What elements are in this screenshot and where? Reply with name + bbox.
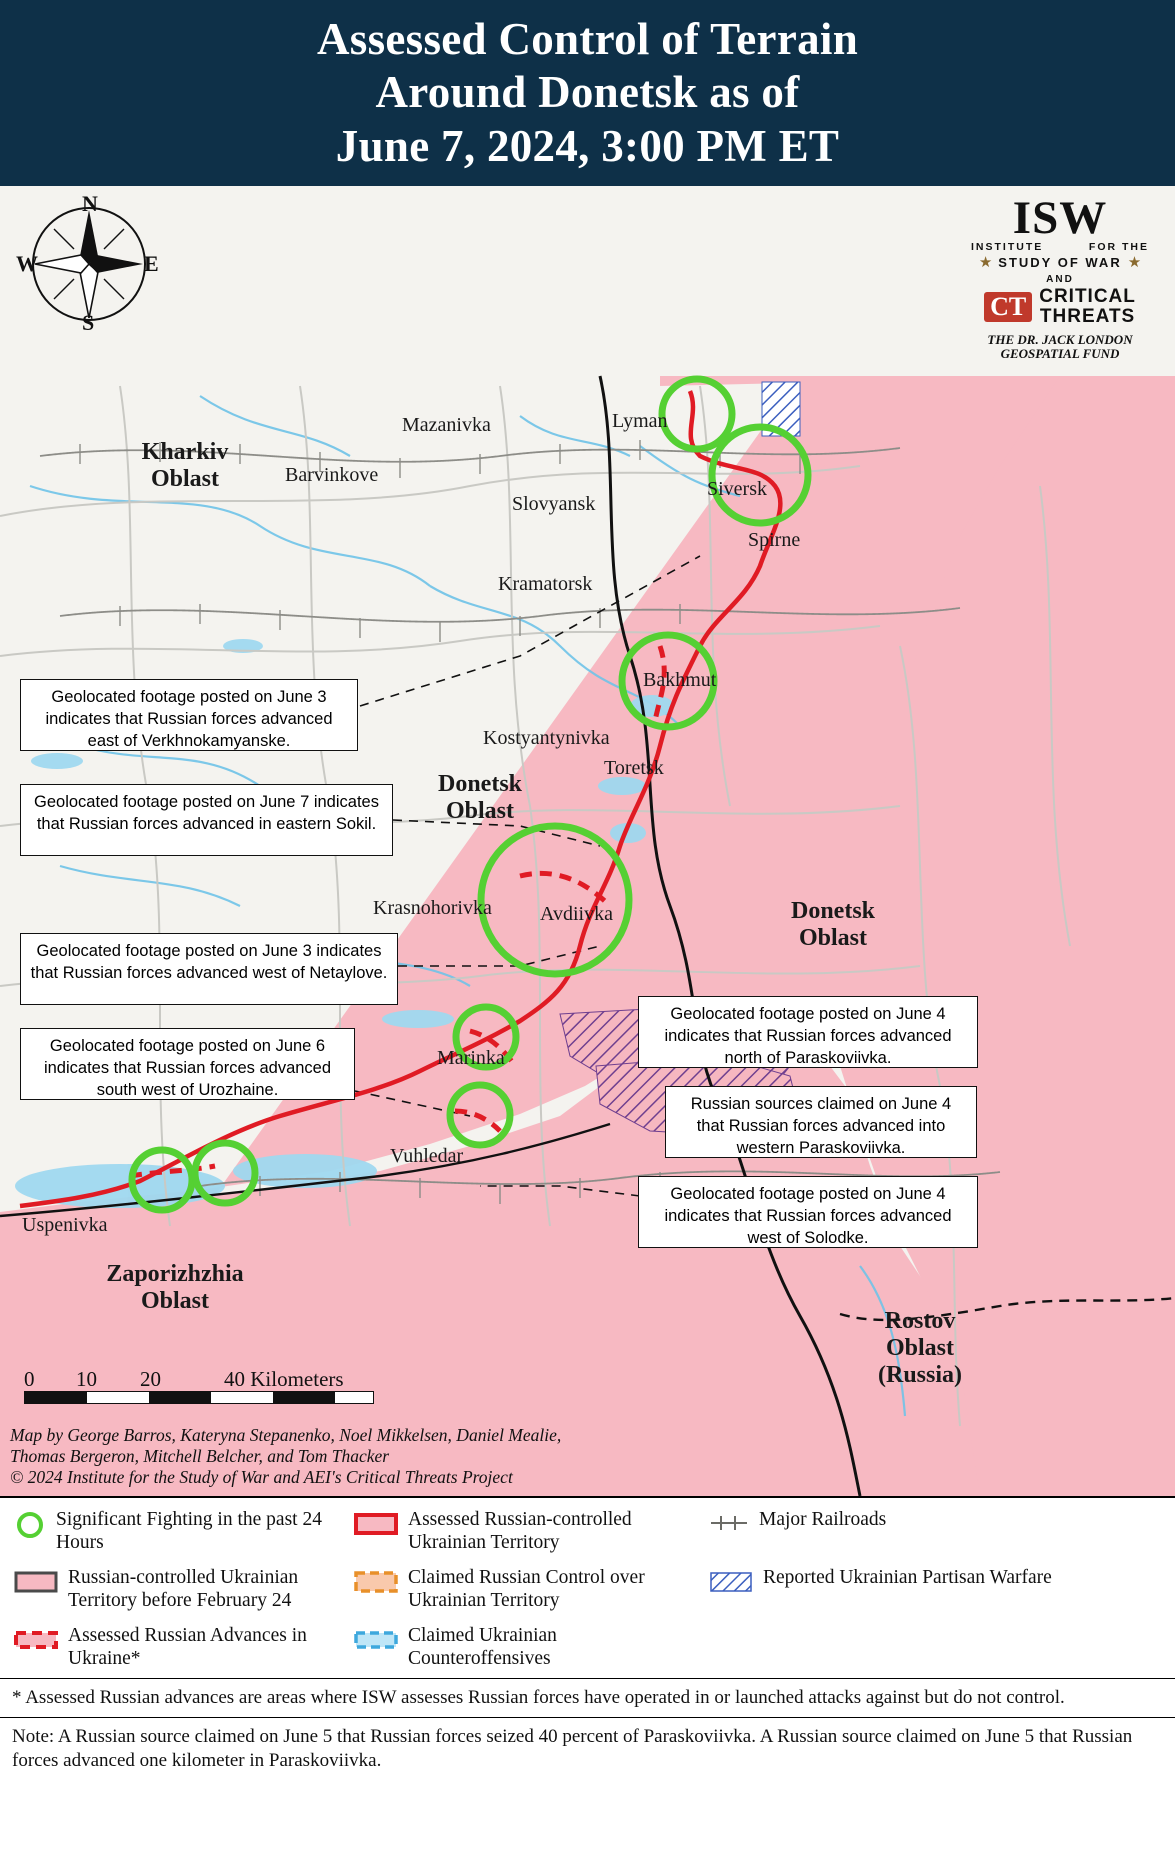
legend-item-reported-partisan-warfare: [709, 1566, 1161, 1612]
callout-solodke: Geolocated footage posted on June 4 indicates that Russian forces advanced west of Solodke.: [638, 1176, 978, 1248]
city-label-lyman: Lyman: [612, 410, 668, 432]
scale-bar-graphic: [24, 1391, 374, 1404]
callout-verkhnokamyanske: Geolocated footage posted on June 3 indicates that Russian forces advanced east of Verkhnokamyanske.: [20, 679, 358, 751]
city-label-bakhmut: Bakhmut: [643, 669, 717, 691]
legend-label-significant-fighting: Significant Fighting in the past 24 Hours: [56, 1509, 322, 1553]
compass-west-label: W: [16, 251, 38, 276]
isw-sub-line2: STUDY OF WAR: [998, 254, 1122, 270]
scale-tick-20: 20: [140, 1367, 161, 1391]
scale-tick-10: 10: [76, 1367, 97, 1391]
city-label-marinka: Marinka: [437, 1047, 505, 1069]
title-line-2: Around Donetsk as of: [375, 67, 800, 118]
title-line-1: Assessed Control of Terrain: [316, 14, 859, 65]
legend-note: Note: A Russian source claimed on June 5 that Russian forces seized 40 percent of Paraskoviivka. A Russian source claimed on June 5 that Russian forces advanced one kilometer in Paraskoviivka.: [0, 1717, 1175, 1780]
green-circle-icon: [14, 1512, 46, 1543]
region-label-donetsk-east: Donetsk Oblast: [790, 898, 876, 951]
city-label-krasnohorivka: Krasnohorivka: [373, 897, 492, 919]
orange-dashed-swatch-icon: [354, 1570, 398, 1599]
legend-label-assessed-russian-controlled: Assessed Russian-controlled Ukrainian Territory: [408, 1509, 632, 1553]
region-label-donetsk-west: Donetsk Oblast: [437, 771, 523, 824]
callout-paraskoviivka-north: Geolocated footage posted on June 4 indicates that Russian forces advanced north of Paraskoviivka.: [638, 996, 978, 1068]
legend-item-claimed-russian-control: [354, 1566, 699, 1612]
city-label-avdiivka: Avdiivka: [540, 903, 613, 925]
credits-line-3: © 2024 Institute for the Study of War and AEI's Critical Threats Project: [10, 1467, 513, 1487]
blue-hatch-swatch-icon: [709, 1570, 753, 1599]
callout-netaylove: Geolocated footage posted on June 3 indicates that Russian forces advanced west of Netaylove.: [20, 933, 398, 1005]
star-icon-2: ★: [1127, 254, 1142, 271]
legend-item-assessed-russian-advances: [14, 1624, 344, 1670]
isw-wordmark: ISW: [1012, 192, 1108, 244]
logo-and: AND: [1046, 273, 1074, 285]
city-label-toretsk: Toretsk: [604, 757, 664, 779]
region-label-kharkiv: Kharkiv Oblast: [141, 439, 229, 492]
critical-threats-wordmark: CRITICAL THREATS: [1039, 285, 1136, 327]
legend-item-significant-fighting: [14, 1508, 344, 1554]
legend-item-major-railroads: [709, 1508, 1161, 1554]
city-label-slovyansk: Slovyansk: [512, 493, 596, 515]
callout-sokil: Geolocated footage posted on June 7 indicates that Russian forces advanced in eastern Sokil.: [20, 784, 393, 856]
legend-item-claimed-ukrainian-counteroffensives: [354, 1624, 699, 1670]
city-label-kostyantynivka: Kostyantynivka: [483, 727, 610, 749]
city-label-uspenivka: Uspenivka: [22, 1214, 108, 1236]
legend-label-reported-partisan-warfare: Reported Ukrainian Partisan Warfare: [763, 1567, 1052, 1588]
city-label-spirne: Spirne: [748, 529, 801, 551]
ct-monogram: CT: [984, 292, 1032, 322]
city-label-barvinkove: Barvinkove: [285, 464, 379, 486]
legend-label-assessed-russian-advances: Assessed Russian Advances in Ukraine*: [68, 1625, 307, 1669]
credits-line-1: Map by George Barros, Kateryna Stepanenko, Noel Mikkelsen, Daniel Mealie,: [10, 1425, 562, 1445]
map-canvas[interactable]: [0, 186, 1175, 1496]
legend-item-assessed-russian-controlled: [354, 1508, 699, 1554]
city-label-siversk: Siversk: [707, 478, 767, 500]
legend-label-claimed-ukrainian-counteroffensives: Claimed Ukrainian Counteroffensives: [408, 1625, 557, 1669]
city-label-kramatorsk: Kramatorsk: [498, 573, 593, 595]
isw-sub-left: INSTITUTE: [971, 240, 1044, 253]
callout-paraskoviivka-west: Russian sources claimed on June 4 that Russian forces advanced into western Paraskoviivka.: [665, 1086, 977, 1158]
scale-tick-0: 0: [24, 1367, 35, 1391]
compass-north-label: N: [82, 191, 98, 216]
scale-bar: [24, 1367, 374, 1404]
red-outline-swatch-icon: [354, 1512, 398, 1541]
map-legend: [0, 1496, 1175, 1678]
compass-south-label: S: [82, 310, 95, 335]
red-dashed-swatch-icon: [14, 1628, 58, 1657]
compass-rose: [14, 191, 164, 335]
legend-item-russian-controlled-before-feb24: [14, 1566, 344, 1612]
title-line-3: June 7, 2024, 3:00 PM ET: [335, 120, 840, 171]
fund-credit: THE DR. JACK LONDON GEOSPATIAL FUND: [987, 331, 1133, 362]
compass-east-label: E: [144, 251, 159, 276]
region-label-rostov: Rostov Oblast (Russia): [877, 1308, 963, 1388]
blue-dashed-swatch-icon: [354, 1628, 398, 1657]
credits-line-2: Thomas Bergeron, Mitchell Belcher, and Tom Thacker: [10, 1446, 390, 1466]
scale-unit-label: 40 Kilometers: [224, 1367, 344, 1391]
city-label-mazanivka: Mazanivka: [402, 414, 491, 436]
region-label-zaporizhzhia: Zaporizhzhia Oblast: [106, 1261, 244, 1314]
isw-sub-right: FOR THE: [1088, 240, 1149, 253]
legend-label-major-railroads: Major Railroads: [759, 1509, 887, 1530]
callout-urozhaine: Geolocated footage posted on June 6 indicates that Russian forces advanced south west of Urozhaine.: [20, 1028, 355, 1100]
star-icon: ★: [978, 254, 993, 271]
isw-logo: [955, 192, 1165, 362]
railroad-icon: [709, 1512, 749, 1539]
city-label-vuhledar: Vuhledar: [390, 1145, 464, 1167]
legend-label-russian-controlled-before-feb24: Russian-controlled Ukrainian Territory before February 24: [68, 1567, 299, 1611]
legend-footnote: * Assessed Russian advances are areas where ISW assesses Russian forces have operated in or launched attacks against but do not control.: [0, 1678, 1175, 1717]
map-credits: [10, 1425, 561, 1488]
page-title: [317, 13, 858, 172]
dark-outline-swatch-icon: [14, 1570, 58, 1599]
legend-label-claimed-russian-control: Claimed Russian Control over Ukrainian Territory: [408, 1567, 645, 1611]
map-title-bar: [0, 0, 1175, 186]
